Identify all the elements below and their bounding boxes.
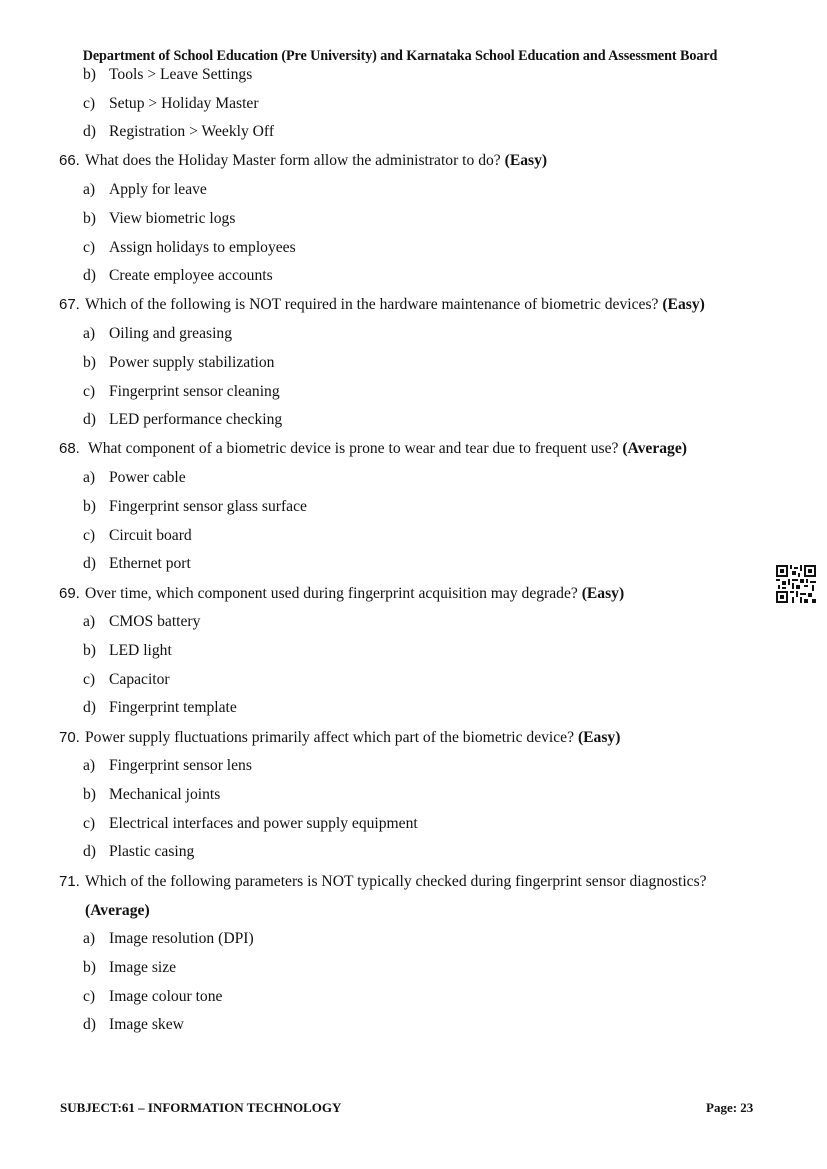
- option-letter: c): [83, 671, 96, 688]
- option-text: Fingerprint template: [109, 699, 237, 716]
- option-letter: c): [83, 988, 96, 1005]
- question-number: 68.: [59, 440, 80, 457]
- option-text: Ethernet port: [109, 555, 191, 572]
- option-text: Registration > Weekly Off: [109, 123, 275, 140]
- question-number: 66.: [59, 152, 80, 169]
- option-letter: b): [83, 642, 96, 659]
- question-number: 67.: [59, 296, 80, 313]
- option-letter: b): [83, 210, 96, 227]
- footer-page-number: Page: 23: [706, 1100, 754, 1115]
- difficulty-label: (Easy): [577, 729, 621, 746]
- option-text: Image skew: [109, 1016, 184, 1033]
- option-text: Setup > Holiday Master: [109, 95, 259, 112]
- option-text: Image resolution (DPI): [109, 930, 254, 947]
- option-text: CMOS battery: [109, 613, 201, 630]
- option-letter: c): [83, 95, 96, 112]
- option-text: View biometric logs: [109, 210, 236, 227]
- option-text: Mechanical joints: [109, 786, 221, 803]
- question-number: 70.: [59, 729, 80, 746]
- question-text: What does the Holiday Master form allow the administrator to do?: [85, 152, 501, 169]
- option-letter: b): [83, 66, 96, 83]
- option-text: Electrical interfaces and power supply equipment: [109, 815, 418, 832]
- option-letter: c): [83, 815, 96, 832]
- option-letter: c): [83, 527, 96, 544]
- option-text: Fingerprint sensor lens: [109, 757, 252, 774]
- question-text: Power supply fluctuations primarily affect which part of the biometric device?: [85, 729, 575, 746]
- option-letter: c): [83, 239, 96, 256]
- option-letter: a): [83, 181, 96, 198]
- difficulty-label: (Easy): [504, 152, 548, 169]
- question-number: 71.: [59, 873, 80, 890]
- difficulty-label: (Average): [622, 440, 687, 457]
- option-text: LED performance checking: [109, 411, 283, 428]
- footer-subject: SUBJECT:61 – INFORMATION TECHNOLOGY: [60, 1100, 342, 1115]
- option-letter: b): [83, 354, 96, 371]
- option-letter: c): [83, 383, 96, 400]
- option-letter: b): [83, 498, 96, 515]
- difficulty-label: (Easy): [581, 585, 625, 602]
- question-text: Which of the following parameters is NOT typically checked during fingerprint sensor diagnostics?: [85, 873, 707, 890]
- option-text: Fingerprint sensor cleaning: [109, 383, 280, 400]
- option-letter: a): [83, 469, 96, 486]
- option-text: Image colour tone: [109, 988, 223, 1005]
- option-letter: a): [83, 325, 96, 342]
- option-text: Oiling and greasing: [109, 325, 232, 342]
- question-text: Which of the following is NOT required in the hardware maintenance of biometric devices?: [85, 296, 659, 313]
- question-text: Over time, which component used during fingerprint acquisition may degrade?: [85, 585, 578, 602]
- option-letter: d): [83, 1016, 96, 1033]
- option-text: Plastic casing: [109, 843, 195, 860]
- option-letter: d): [83, 699, 96, 716]
- option-letter: b): [83, 786, 96, 803]
- option-text: Circuit board: [109, 527, 192, 544]
- option-letter: d): [83, 843, 96, 860]
- option-letter: d): [83, 411, 96, 428]
- option-text: Capacitor: [109, 671, 170, 688]
- option-letter: a): [83, 930, 96, 947]
- option-text: Create employee accounts: [109, 267, 273, 284]
- option-letter: d): [83, 123, 96, 140]
- option-text: Assign holidays to employees: [109, 239, 296, 256]
- option-letter: a): [83, 757, 96, 774]
- question-text: What component of a biometric device is prone to wear and tear due to frequent use?: [88, 440, 619, 457]
- question-number: 69.: [59, 585, 80, 602]
- option-text: LED light: [109, 642, 172, 659]
- option-text: Image size: [109, 959, 177, 976]
- option-text: Power cable: [109, 469, 186, 486]
- option-letter: d): [83, 267, 96, 284]
- option-text: Fingerprint sensor glass surface: [109, 498, 307, 515]
- option-text: Power supply stabilization: [109, 354, 275, 371]
- option-letter: d): [83, 555, 96, 572]
- option-letter: b): [83, 959, 96, 976]
- option-letter: a): [83, 613, 96, 630]
- page-header: Department of School Education (Pre University) and Karnataka School Education and Assessment Board: [82, 48, 718, 64]
- difficulty-label: (Easy): [662, 296, 705, 313]
- qr-code-icon[interactable]: [776, 565, 816, 603]
- option-text: Apply for leave: [109, 181, 207, 198]
- difficulty-label: (Average): [85, 902, 150, 919]
- option-text: Tools > Leave Settings: [109, 66, 253, 83]
